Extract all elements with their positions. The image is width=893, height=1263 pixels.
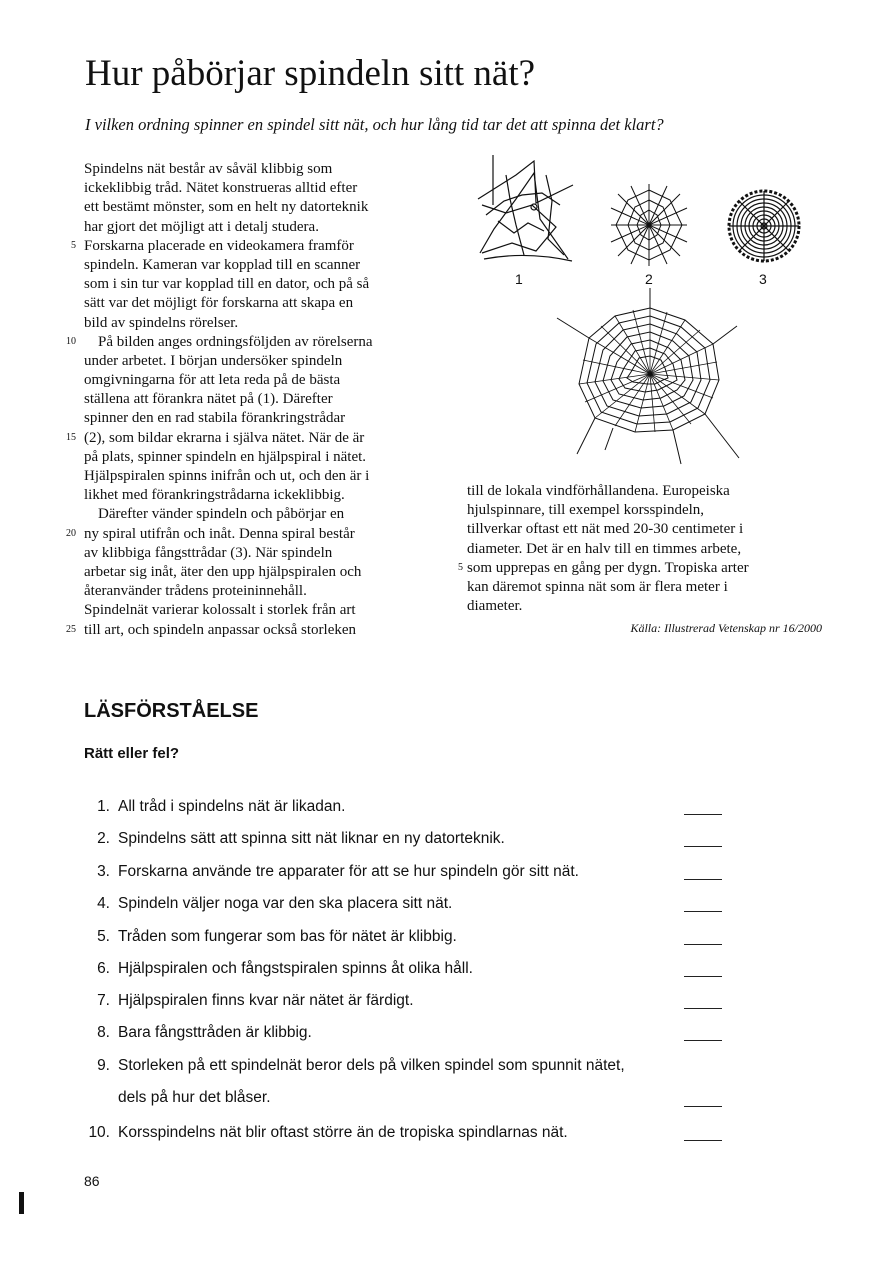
article-line [66, 525, 434, 544]
source-credit: Källa: Illustrerad Vetenskap nr 16/2000 [630, 621, 822, 635]
question-item [84, 926, 734, 950]
article-line [84, 218, 434, 237]
article-line [84, 352, 434, 371]
question-item [84, 958, 734, 982]
article-line [467, 597, 817, 616]
article-line-text: har gjort det möjligt att i detalj studera. [84, 218, 319, 235]
question-number: 10. [88, 1124, 110, 1141]
line-number: 25 [66, 623, 76, 635]
article-line-text: Spindelns nät består av såväl klibbig som [84, 161, 333, 177]
web-stage-1-illustration [476, 155, 576, 267]
answer-blank[interactable] [684, 976, 722, 977]
article-line [458, 559, 817, 578]
article-line [71, 237, 434, 256]
question-number: 4. [97, 895, 110, 912]
article-line-text: Därefter vänder spindeln och påbörjar en [98, 506, 345, 523]
article-line [84, 294, 434, 313]
article-line-text: på plats, spinner spindeln en hjälpspiral i nätet. [84, 448, 367, 465]
article-line [84, 256, 434, 275]
answer-blank[interactable] [684, 1008, 722, 1009]
web-stage-2-illustration [606, 180, 692, 270]
question-number: 1. [97, 798, 110, 815]
article-line [84, 275, 434, 294]
question-item [84, 893, 734, 917]
answer-blank[interactable] [684, 944, 722, 945]
article-line [467, 578, 817, 597]
article-line-text: arbetar sig inåt, äter den upp hjälpspiralen och [84, 563, 362, 580]
question-number: 7. [97, 992, 110, 1009]
article-line-text: Spindelnät varierar kolossalt i storlek från art [84, 602, 356, 619]
article-line [84, 505, 434, 524]
question-text: All tråd i spindelns nät är likadan. [118, 798, 346, 815]
question-item [84, 1022, 734, 1046]
answer-blank[interactable] [684, 1140, 722, 1141]
question-text: Tråden som fungerar som bas för nätet är klibbig. [118, 928, 457, 945]
answer-blank[interactable] [684, 846, 722, 847]
answer-blank[interactable] [684, 814, 722, 815]
article-line [84, 563, 434, 582]
line-number: 10 [66, 335, 76, 347]
article-line [84, 582, 434, 601]
article-line [84, 601, 434, 620]
article-line-text: diameter. Det är en halv till en timmes arbete, [467, 540, 742, 557]
line-number: 5 [71, 239, 76, 251]
orb-web-illustration [555, 288, 740, 466]
article-line-text: omgivningarna för att leta reda på de bästa [84, 372, 341, 389]
article-line-text: ny spiral utifrån och inåt. Denna spiral består [84, 525, 355, 542]
article-right-column [458, 482, 817, 616]
page-number: 86 [84, 1173, 100, 1189]
question-item [84, 828, 734, 852]
question-number: 2. [97, 830, 110, 847]
question-number: 9. [97, 1057, 110, 1074]
figure-label-1: 1 [515, 271, 523, 287]
article-line-text: till de lokala vindförhållandena. Europeiska [467, 483, 730, 499]
question-item [84, 1055, 734, 1079]
article-line [84, 486, 434, 505]
article-line-text: ickeklibbig tråd. Nätet konstrueras alltid efter [84, 180, 358, 197]
article-line [84, 409, 434, 428]
article-line [84, 390, 434, 409]
article-line-text: bild av spindelns rörelser. [84, 314, 239, 331]
article-line-text: spinner den en rad stabila förankringstrådar [84, 410, 346, 427]
article-line [84, 179, 434, 198]
line-number: 15 [66, 431, 76, 443]
answer-blank[interactable] [684, 1040, 722, 1041]
article-line [467, 482, 817, 501]
question-text: Spindeln väljer noga var den ska placera sitt nät. [118, 895, 453, 912]
article-line-text: ett bestämt mönster, som en helt ny datorteknik [84, 199, 369, 216]
question-number: 3. [97, 863, 110, 880]
answer-blank[interactable] [684, 911, 722, 912]
question-number: 8. [97, 1024, 110, 1041]
article-line-text: ställena att förankra nätet på (1). Därefter [84, 391, 333, 408]
question-text: Spindelns sätt att spinna sitt nät liknar en ny datorteknik. [118, 830, 505, 847]
article-line-text: till art, och spindeln anpassar också storleken [84, 621, 357, 638]
article-line-text: spindeln. Kameran var kopplad till en scanner [84, 256, 361, 273]
section-subheading: Rätt eller fel? [84, 745, 180, 762]
article-line [84, 314, 434, 333]
article-line-text: På bilden anges ordningsföljden av rörelserna [98, 333, 373, 350]
article-line [467, 540, 817, 559]
subtitle: I vilken ordning spinner en spindel sitt nät, och hur lång tid tar det att spinna det klart? [85, 115, 664, 134]
article-line [66, 621, 434, 640]
article-line [84, 160, 434, 179]
page-title: Hur påbörjar spindeln sitt nät? [85, 53, 536, 94]
article-line-text: tillverkar oftast ett nät med 20-30 centimeter i [467, 521, 744, 538]
article-line [84, 544, 434, 563]
article-line-text: återanvänder trådens proteininnehåll. [84, 583, 307, 600]
article-left-column [66, 160, 434, 640]
line-number: 5 [458, 561, 463, 573]
article-line [84, 467, 434, 486]
section-heading: LÄSFÖRSTÅELSE [84, 700, 259, 722]
question-text: Forskarna använde tre apparater för att se hur spindeln gör sitt nät. [118, 863, 579, 880]
question-item [84, 861, 734, 885]
question-text: Hjälpspiralen finns kvar när nätet är färdigt. [118, 992, 414, 1009]
article-line-text: som i sin tur var kopplad till en dator, och på så [84, 276, 370, 293]
question-text-continuation: dels på hur det blåser. [118, 1089, 271, 1106]
article-line-text: under arbetet. I början undersöker spindeln [84, 352, 343, 369]
question-text: Storleken på ett spindelnät beror dels på vilken spindel som spunnit nätet, [118, 1057, 625, 1074]
question-text: Korsspindelns nät blir oftast större än de tropiska spindlarnas nät. [118, 1124, 568, 1141]
question-number: 6. [97, 960, 110, 977]
article-line-text: Forskarna placerade en videokamera framför [84, 237, 354, 254]
question-item [84, 796, 734, 820]
article-line-text: Hjälpspiralen spinns inifrån och ut, och den är i [84, 468, 370, 484]
figure-label-3: 3 [759, 271, 767, 287]
article-line-text: av klibbiga fångsttrådar (3). När spindeln [84, 544, 333, 561]
article-line [66, 333, 434, 352]
article-line-text: diameter. [467, 598, 523, 615]
article-line-text: sätt var det möjligt för forskarna att skapa en [84, 295, 354, 312]
question-text: Hjälpspiralen och fångstspiralen spinns åt olika håll. [118, 960, 473, 977]
article-line-text: likhet med förankringstrådarna ickeklibbig. [84, 487, 345, 504]
line-number: 20 [66, 527, 76, 539]
answer-blank[interactable] [684, 879, 722, 880]
article-line [84, 448, 434, 467]
web-stage-3-illustration [726, 188, 802, 264]
question-item [84, 990, 734, 1014]
margin-mark [19, 1192, 24, 1214]
article-line [84, 371, 434, 390]
article-line-text: som upprepas en gång per dygn. Tropiska arter [467, 559, 749, 576]
article-line-text: kan däremot spinna nät som är flera meter i [467, 578, 728, 595]
article-line [467, 520, 817, 539]
question-text: Bara fångsttråden är klibbig. [118, 1024, 312, 1041]
question-number: 5. [97, 928, 110, 945]
article-line [66, 429, 434, 448]
question-item [84, 1122, 734, 1146]
answer-blank[interactable] [684, 1106, 722, 1107]
article-line-text: (2), som bildar ekrarna i själva nätet. När de är [84, 429, 365, 446]
article-line [84, 198, 434, 217]
article-line [467, 501, 817, 520]
article-line-text: hjulspinnare, till exempel korsspindeln, [467, 502, 705, 519]
figure-label-2: 2 [645, 271, 653, 287]
